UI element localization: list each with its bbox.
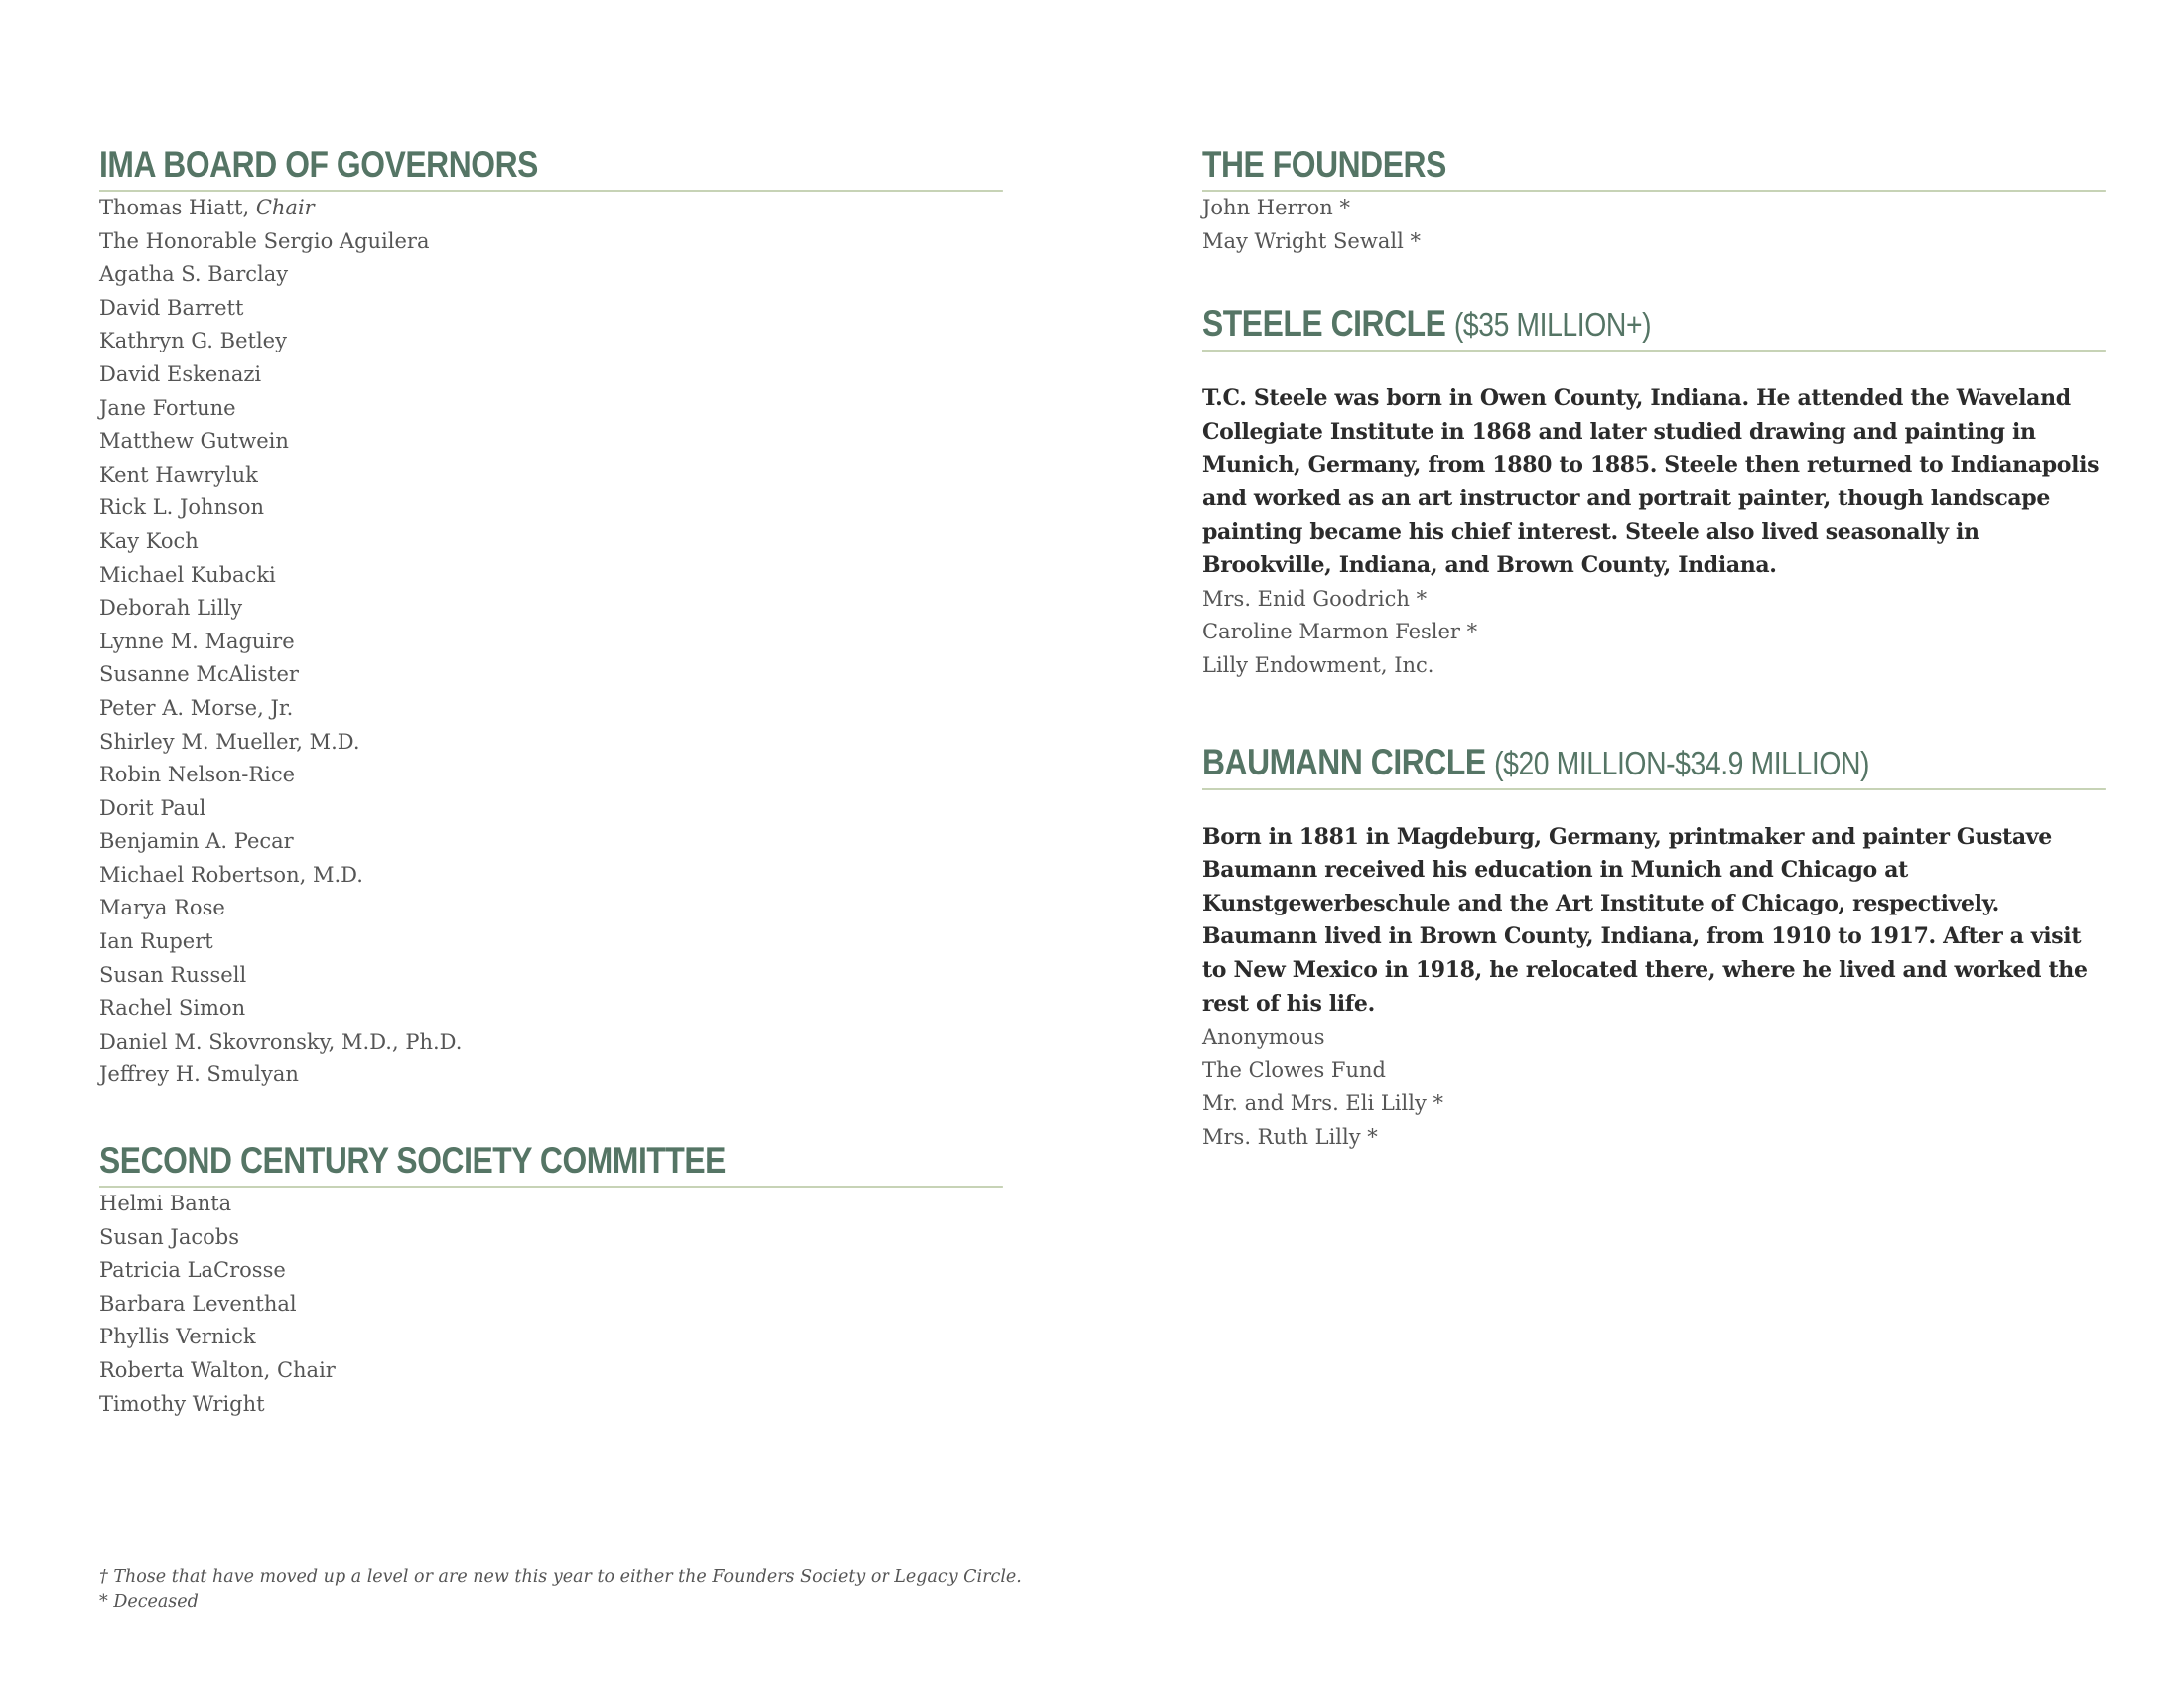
list-item: Marya Rose [99, 896, 225, 920]
list-item: Susanne McAlister [99, 662, 299, 687]
list-item: Kathryn G. Betley [99, 329, 287, 353]
founders-heading: THE FOUNDERS [1202, 143, 2106, 192]
board-chair-name: Thomas Hiatt, [99, 196, 256, 219]
list-item: Helmi Banta [99, 1192, 232, 1216]
list-item: Mr. and Mrs. Eli Lilly * [1202, 1091, 1443, 1116]
list-item: John Herron * [1202, 196, 1350, 219]
list-item: Kent Hawryluk [99, 462, 258, 487]
list-item: Jane Fortune [99, 395, 236, 420]
list-item: Agatha S. Barclay [99, 262, 289, 287]
left-column [99, 143, 1003, 1421]
list-item: David Eskenazi [99, 361, 262, 386]
list-item: Phyllis Vernick [99, 1325, 256, 1349]
list-item: Deborah Lilly [99, 596, 243, 621]
footnote-dagger: † Those that have moved up a level or are new this year to either the Founders Society or Legacy Circle. [99, 1567, 1022, 1587]
list-item: Michael Kubacki [99, 562, 276, 587]
baumann-description: Born in 1881 in Magdeburg, Germany, printmaker and painter Gustave Baumann received his education in Munich and Chicago at Kunstgewerbeschule and the Art Institute of Chicago, respectively. Baumann lived in Brown County, Indiana, from 1910 to 1917. After a visit to New Mexico in 1918, he relocated there, where he lived and worked the rest of his life. [1202, 823, 2088, 1017]
list-item: Timothy Wright [99, 1391, 265, 1416]
steele-heading-title: STEELE CIRCLE [1202, 303, 1446, 345]
board-heading: IMA BOARD OF GOVERNORS [99, 143, 1003, 192]
list-item: May Wright Sewall * [1202, 228, 1421, 253]
list-item: Dorit Paul [99, 795, 206, 820]
list-item: Lilly Endowment, Inc. [1202, 652, 1434, 677]
list-item: Rachel Simon [99, 996, 246, 1021]
steele-heading-range: ($35 MILLION+) [1453, 306, 1652, 344]
board-chair-title: Chair [255, 196, 315, 219]
founders-member-list [1202, 192, 2106, 258]
footnote-deceased: * Deceased [99, 1592, 199, 1612]
second-century-heading: SECOND CENTURY SOCIETY COMMITTEE [99, 1139, 1003, 1188]
steele-member-list [1202, 583, 2106, 683]
list-item: Daniel M. Skovronsky, M.D., Ph.D. [99, 1029, 463, 1054]
list-item: Caroline Marmon Fesler * [1202, 620, 1478, 644]
baumann-heading [1202, 741, 2106, 790]
second-century-member-list [99, 1188, 1003, 1421]
list-item: The Clowes Fund [1202, 1057, 1386, 1082]
list-item: Kay Koch [99, 528, 199, 553]
footnotes [99, 1565, 1022, 1615]
baumann-heading-range: ($20 MILLION-$34.9 MILLION) [1494, 744, 1870, 781]
list-item: Barbara Leventhal [99, 1291, 297, 1316]
list-item: Roberta Walton, Chair [99, 1358, 336, 1382]
baumann-heading-title: BAUMANN CIRCLE [1202, 741, 1486, 782]
list-item: Michael Robertson, M.D. [99, 862, 363, 887]
list-item: Mrs. Ruth Lilly * [1202, 1124, 1378, 1149]
board-member-list [99, 192, 1003, 1092]
list-item: The Honorable Sergio Aguilera [99, 228, 430, 253]
list-item: Rick L. Johnson [99, 495, 265, 520]
list-item: Robin Nelson-Rice [99, 763, 296, 787]
list-item: Mrs. Enid Goodrich * [1202, 586, 1428, 611]
list-item: Jeffrey H. Smulyan [99, 1062, 299, 1087]
list-item: Patricia LaCrosse [99, 1258, 286, 1283]
list-item: Matthew Gutwein [99, 429, 289, 454]
list-item: Lynne M. Maguire [99, 629, 295, 653]
list-item: Susan Russell [99, 962, 247, 987]
list-item: David Barrett [99, 295, 244, 320]
steele-heading [1202, 302, 2106, 352]
list-item: Shirley M. Mueller, M.D. [99, 729, 360, 754]
board-chair [99, 192, 1003, 225]
list-item: Peter A. Morse, Jr. [99, 695, 294, 720]
baumann-member-list [1202, 1021, 2106, 1154]
list-item: Benjamin A. Pecar [99, 829, 294, 854]
right-column [1202, 143, 2106, 1154]
list-item: Ian Rupert [99, 929, 213, 954]
steele-description: T.C. Steele was born in Owen County, Indiana. He attended the Waveland Collegiate Institute in 1868 and later studied drawing and painting in Munich, Germany, from 1880 to 1885. Steele then returned to Indianapolis and worked as an art instructor and portrait painter, though landscape painting became his chief interest. Steele also lived seasonally in Brookville, Indiana, and Brown County, Indiana. [1202, 385, 2100, 579]
list-item: Susan Jacobs [99, 1224, 239, 1249]
list-item: Anonymous [1202, 1025, 1325, 1050]
